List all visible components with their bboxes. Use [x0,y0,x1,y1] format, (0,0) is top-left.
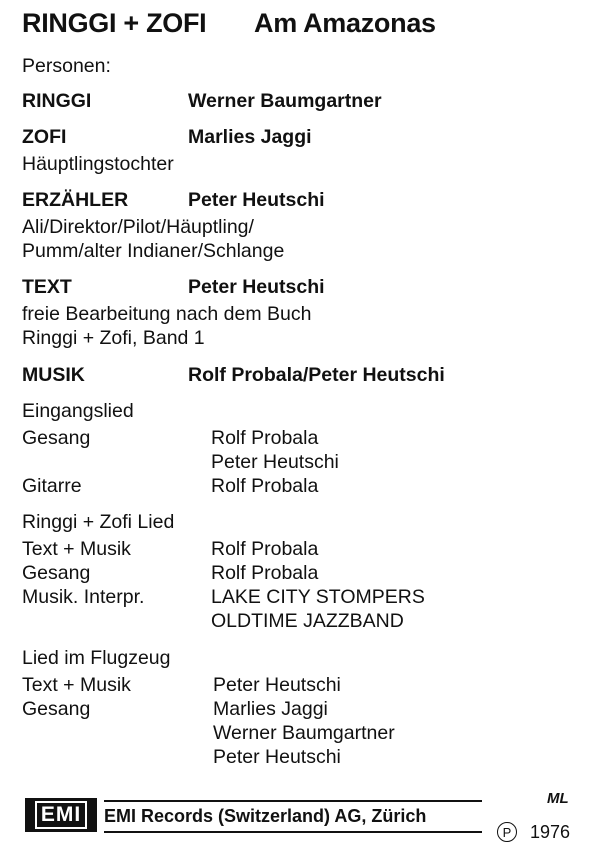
song-row-value: Rolf Probala [211,427,319,449]
cast-role: ERZÄHLER [22,189,129,211]
song-row-label: Text + Musik [22,538,131,560]
song-row-label: Musik. Interpr. [22,586,145,608]
title-main: RINGGI + ZOFI [22,8,207,38]
cast-role: ZOFI [22,126,67,148]
cast-name: Peter Heutschi [188,189,325,211]
cast-name: Rolf Probala/Peter Heutschi [188,364,445,386]
cast-role: TEXT [22,276,72,298]
footer-rule-bottom [104,831,482,833]
cast-note: freie Bearbeitung nach dem Buch [22,303,312,325]
cast-note: Ali/Direktor/Pilot/Häuptling/ [22,216,254,238]
song-row-label: Gitarre [22,475,82,497]
phonogram-icon [497,822,517,842]
song-row-value: Rolf Probala [211,475,319,497]
song-row-value: Werner Baumgartner [213,722,395,744]
footer-rule-top [104,800,482,802]
cast-note: Häuptlingstochter [22,153,174,175]
emi-logo [25,798,97,832]
song-row-value: Rolf Probala [211,562,319,584]
cast-note: Pumm/alter Indianer/Schlange [22,240,285,262]
cast-name: Peter Heutschi [188,276,325,298]
cast-name: Marlies Jaggi [188,126,312,148]
cast-role: MUSIK [22,364,85,386]
song-row-label: Text + Musik [22,674,131,696]
song-row-value: Marlies Jaggi [213,698,328,720]
title-sub: Am Amazonas [254,8,436,38]
song-title: Lied im Flugzeug [22,647,171,669]
label-text: EMI Records (Switzerland) AG, Zürich [104,806,427,826]
song-row-label: Gesang [22,698,91,720]
song-row-value: Peter Heutschi [213,746,341,768]
song-row-value: Peter Heutschi [213,674,341,696]
cast-name: Werner Baumgartner [188,90,382,112]
song-row-label: Gesang [22,427,91,449]
ml-mark-text: ML [547,790,569,807]
song-row-value: LAKE CITY STOMPERS [211,586,425,608]
song-row-value: Rolf Probala [211,538,319,560]
song-title: Eingangslied [22,400,134,422]
song-row-value: OLDTIME JAZZBAND [211,610,404,632]
personen-label: Personen: [22,55,111,77]
emi-logo-text: EMI [35,801,87,829]
phonogram-letter: P [502,824,512,840]
year: 1976 [530,822,571,842]
song-row-value: Peter Heutschi [211,451,339,473]
cast-role: RINGGI [22,90,92,112]
song-row-label: Gesang [22,562,91,584]
ml-mark [547,790,569,807]
song-title: Ringgi + Zofi Lied [22,511,175,533]
cast-note: Ringgi + Zofi, Band 1 [22,327,205,349]
